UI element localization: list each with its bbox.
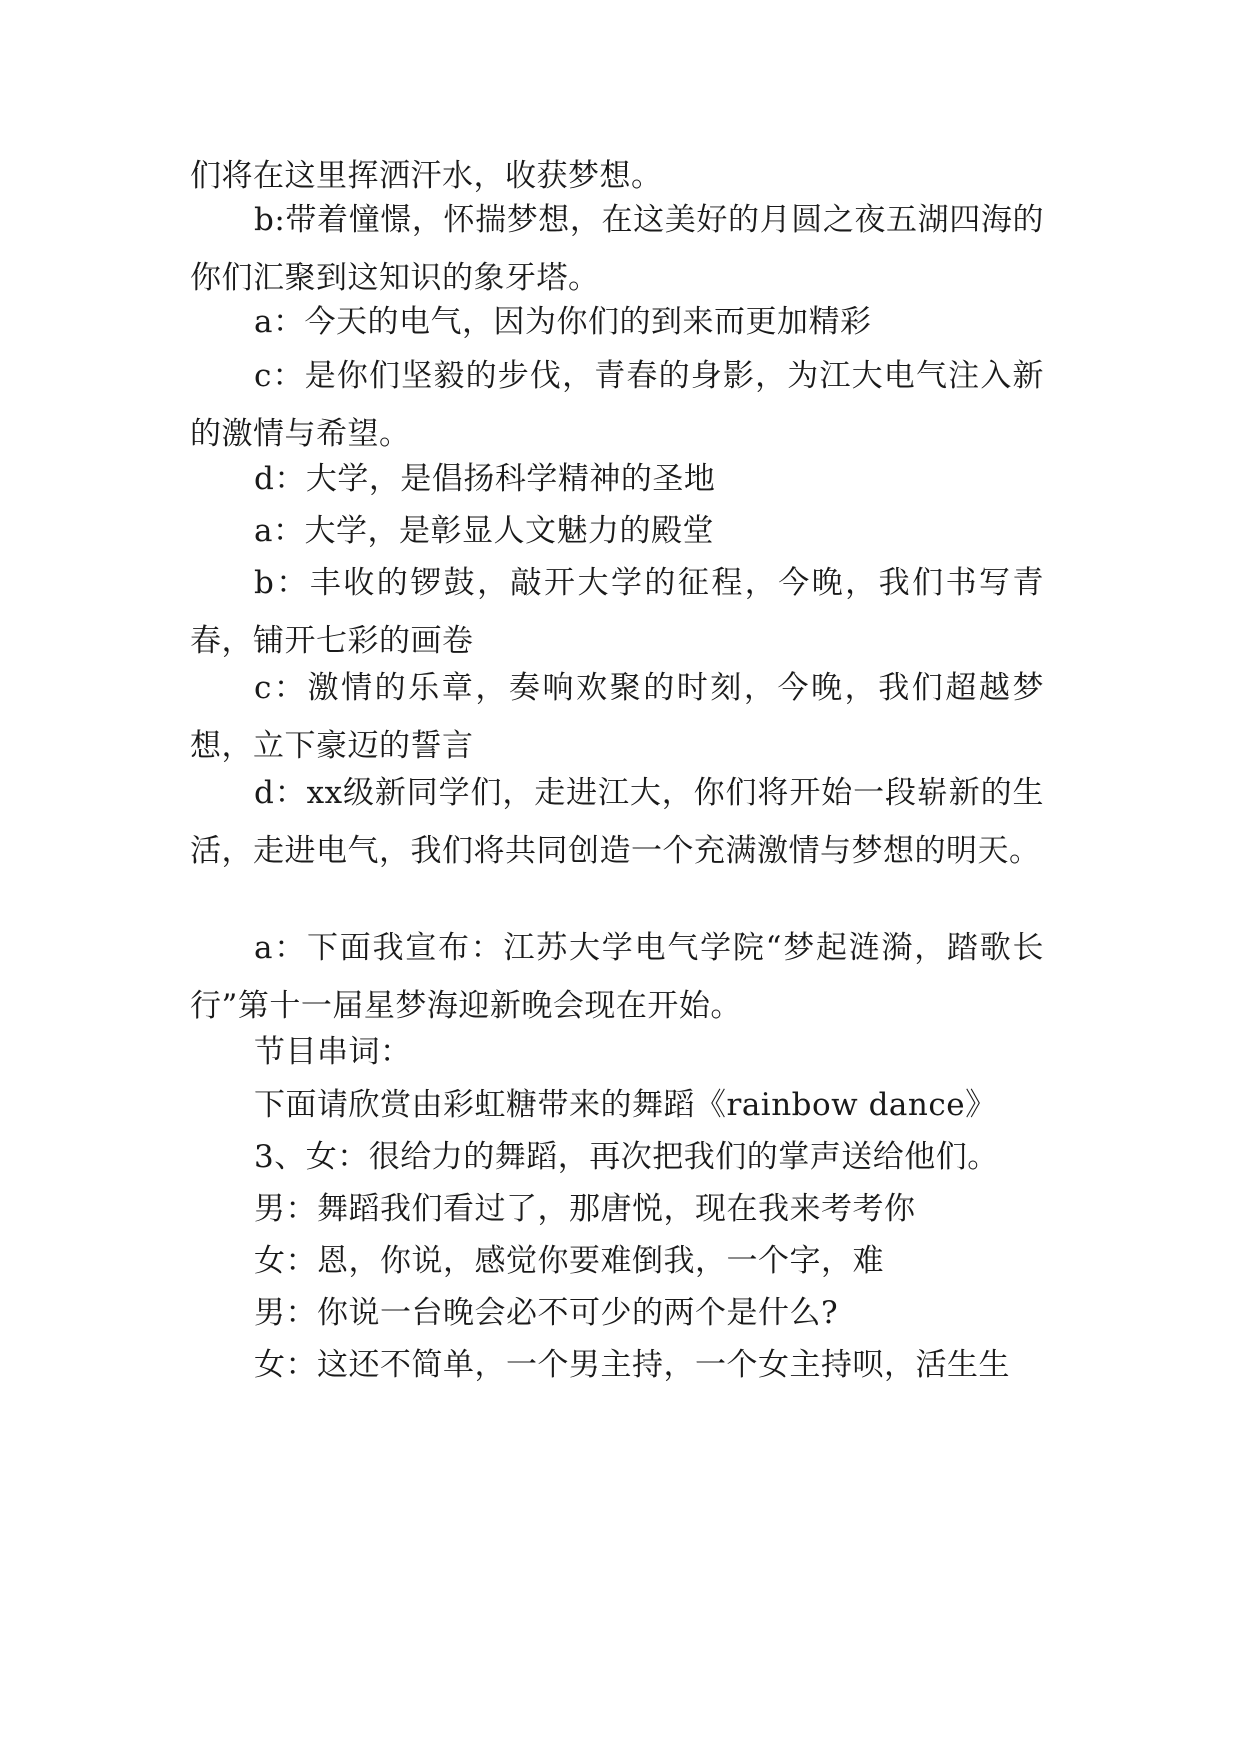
paragraph-b-line: b：丰收的锣鼓，敲开大学的征程，今晚，我们书写青春，铺开七彩的画卷 bbox=[190, 565, 1044, 659]
paragraph-female-line: 女：这还不简单，一个男主持，一个女主持呗，活生生 bbox=[254, 1347, 1010, 1383]
paragraph-d-line: d：大学，是倡扬科学精神的圣地 bbox=[254, 461, 716, 497]
paragraph-a-line: a：大学，是彰显人文魅力的殿堂 bbox=[254, 513, 714, 549]
paragraph-dance-intro: 下面请欣赏由彩虹糖带来的舞蹈《rainbow dance》 bbox=[254, 1087, 997, 1123]
paragraph-female-line: 3、女：很给力的舞蹈，再次把我们的掌声送给他们。 bbox=[254, 1139, 999, 1175]
paragraph-male-line: 男：你说一台晚会必不可少的两个是什么? bbox=[254, 1295, 839, 1331]
paragraph-a-line: a：今天的电气，因为你们的到来而更加精彩 bbox=[254, 304, 872, 340]
paragraph-c-line: c：是你们坚毅的步伐，青春的身影，为江大电气注入新的激情与希望。 bbox=[190, 358, 1044, 452]
section-heading-program-script: 节目串词： bbox=[254, 1034, 412, 1070]
paragraph-b-line: b:带着憧憬，怀揣梦想，在这美好的月圆之夜五湖四海的你们汇聚到这知识的象牙塔。 bbox=[190, 202, 1044, 296]
paragraph-continuation: 们将在这里挥洒汗水，收获梦想。 bbox=[190, 158, 663, 194]
paragraph-female-line: 女：恩，你说，感觉你要难倒我，一个字，难 bbox=[254, 1243, 884, 1279]
paragraph-d-line: d：xx级新同学们，走进江大，你们将开始一段崭新的生活，走进电气，我们将共同创造一个充满激情与梦想的明天。 bbox=[190, 775, 1044, 869]
paragraph-male-line: 男：舞蹈我们看过了，那唐悦，现在我来考考你 bbox=[254, 1191, 916, 1227]
paragraph-c-line: c：激情的乐章，奏响欢聚的时刻，今晚，我们超越梦想，立下豪迈的誓言 bbox=[190, 670, 1044, 764]
paragraph-announcement: a：下面我宣布：江苏大学电气学院“梦起涟漪，踏歌长行”第十一届星梦海迎新晚会现在开始。 bbox=[190, 930, 1044, 1024]
